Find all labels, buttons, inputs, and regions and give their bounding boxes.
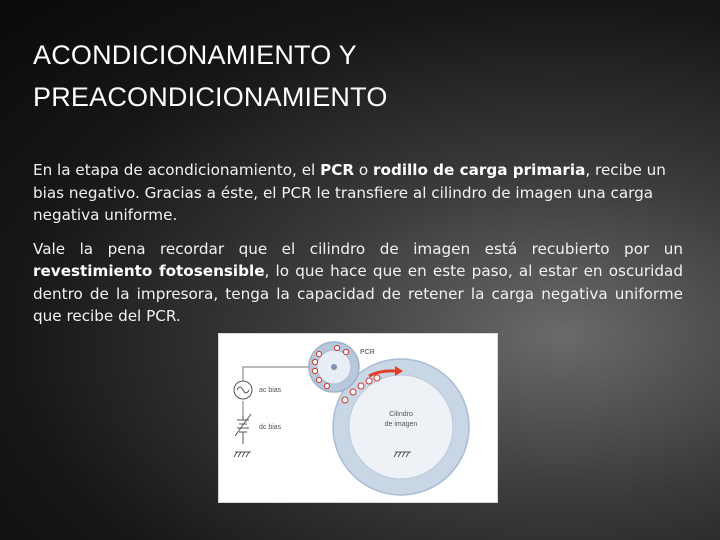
pcr-diagram: [218, 333, 498, 503]
paragraph-revestimiento: [33, 238, 683, 328]
dc-source-icon: [235, 414, 251, 444]
charge-icon: [324, 383, 329, 388]
p1-text-3: , recibe un bias negativo. Gracias a éste, el PCR le transfiere al cilindro de imagen una carga negativa uniforme.: [33, 161, 666, 224]
p2-text-1: Vale la pena recordar que el cilindro de imagen está recubierto por un: [33, 239, 683, 258]
drum-label-2: de imagen: [384, 421, 418, 428]
paragraph-acondicionamiento: [33, 159, 683, 227]
slide-title: ACONDICIONAMIENTO Y PREACONDICIONAMIENTO: [33, 40, 388, 112]
charge-icon: [316, 351, 321, 356]
charge-icon: [316, 377, 321, 382]
p1-bold-rodillo: rodillo de carga primaria: [373, 161, 586, 179]
slide-body: [33, 159, 683, 339]
charge-icon: [366, 378, 372, 384]
charge-icon: [358, 383, 364, 389]
p1-text-1: En la etapa de acondicionamiento, el: [33, 161, 321, 179]
pcr-diagram-svg: [219, 334, 497, 502]
dc-bias-label: dc bias: [259, 424, 282, 431]
drum-label-1: Cilindro: [389, 411, 413, 418]
charge-icon: [334, 345, 339, 350]
charge-icon: [350, 389, 356, 395]
charge-icon: [312, 368, 317, 373]
charge-icon: [343, 349, 348, 354]
pcr-axis: [331, 364, 337, 370]
p1-bold-pcr: PCR: [320, 161, 355, 179]
ac-bias-label: ac bias: [259, 387, 282, 394]
p2-bold-revestimiento: revestimiento fotosensible: [33, 262, 265, 280]
charge-icon: [374, 375, 380, 381]
charge-icon: [342, 397, 348, 403]
p1-text-2: o: [354, 161, 374, 179]
p2-text-2: , lo que hace que en este paso, al estar en oscuridad dentro de la impresora, tenga la capacidad de retener la carga negativa uniforme que recibe del PCR.: [33, 262, 683, 325]
pcr-label: PCR: [360, 349, 375, 356]
charge-icon: [312, 359, 317, 364]
ground-icon: [234, 452, 251, 457]
